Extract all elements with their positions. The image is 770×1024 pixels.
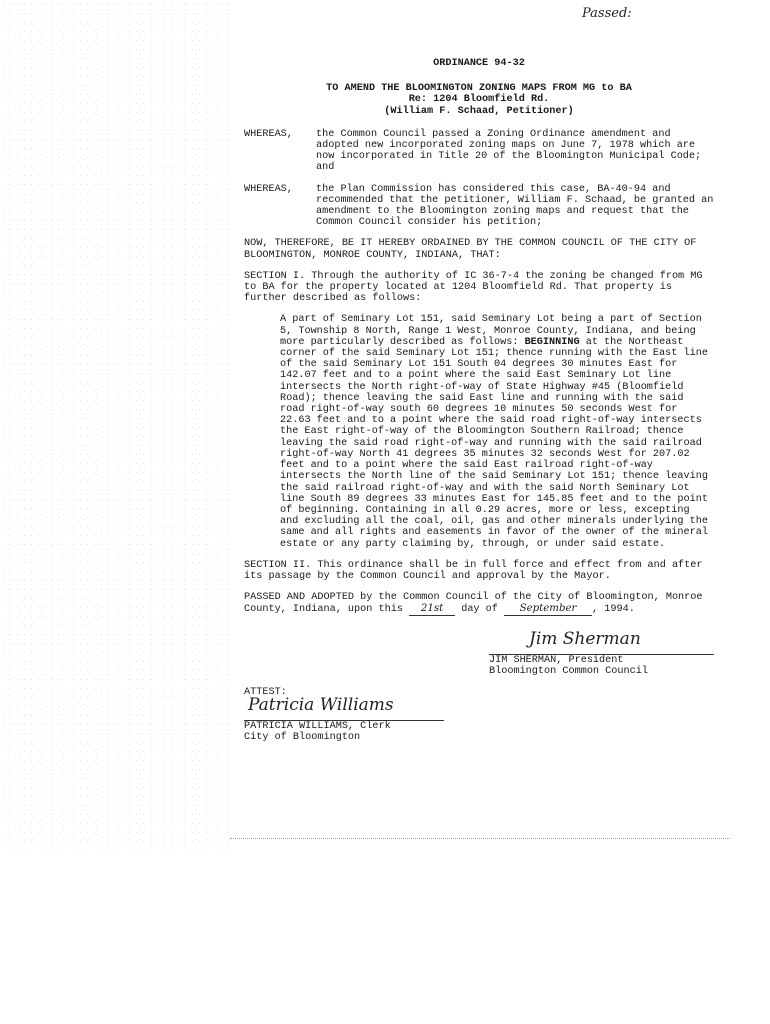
ordinance-heading	[244, 83, 714, 117]
scan-noise-margin	[0, 0, 230, 850]
legal-description	[280, 314, 714, 549]
president-name: JIM SHERMAN, President	[489, 654, 624, 666]
clerk-name: PATRICIA WILLIAMS, Clerk	[244, 721, 391, 733]
passed-year: , 1994.	[592, 604, 635, 616]
whereas-clause-1	[244, 129, 714, 174]
president-org: Bloomington Common Council	[489, 665, 648, 677]
heading-line-3: (William F. Schaad, Petitioner)	[384, 105, 574, 117]
section-2: SECTION II. This ordinance shall be in full force and effect from and after its passage by the Common Council and approval by the Mayor.	[244, 559, 703, 582]
passed-adopted	[244, 592, 714, 615]
passed-prefix: PASSED AND ADOPTED by the Common Council of the City of Bloomington, Monroe County, Indiana, upon this	[244, 592, 703, 616]
passed-month: September	[504, 603, 592, 615]
ordinance-title: ORDINANCE 94-32	[433, 58, 525, 69]
legal-body: at the Northeast corner of the said Seminary Lot 151; thence running with the East line of the said Seminary Lot 151 South 04 degrees 30 minutes East for 142.07 feet and to a point where the said East Seminary Lot line intersects the North right-of-way of State Highway #45 (Bloomfield Road); thence leaving the said East line and running with the said road right-of-way south 60 degrees 10 minutes 50 seconds West for 22.63 feet and to a point where the said road right-of-way intersects the East right-of-way of the Bloomington Southern Railroad; thence leaving the said road right-of-way and running with the said railroad right-of-way North 41 degrees 35 minutes 32 seconds West for 207.02 feet and to a point where the said East railroad right-of-way intersects the North line of the said Seminary Lot 151; thence leaving the said railroad right-of-way and with the said North Seminary Lot line South 89 degrees 33 minutes East for 145.85 feet and to the point of beginning. Containing in all 0.29 acres, more or less, excepting and excluding all the coal, oil, gas and other minerals underlying the same and all rights and easements in favor of the owner of the mineral estate or any party claiming by, through, or under said estate.	[280, 336, 708, 550]
handwritten-passed-note: Passed:	[582, 6, 632, 21]
president-signature-block	[489, 628, 714, 677]
clerk-signature: Patricia Williams	[248, 695, 394, 716]
ordained-clause: NOW, THEREFORE, BE IT HEREBY ORDAINED BY THE COMMON COUNCIL OF THE CITY OF BLOOMINGTON, MONROE COUNTY, INDIANA, THAT:	[244, 238, 697, 261]
president-signature: Jim Sherman	[529, 628, 641, 649]
clerk-signature-block	[244, 695, 714, 744]
scan-artifact-line	[230, 838, 730, 839]
whereas-text: the Plan Commission has considered this case, BA-40-94 and recommended that the petitioner, William F. Schaad, be granted an amendment to the Bloomington zoning maps and request that the Common Council consider his petition;	[316, 183, 714, 229]
whereas-text: the Common Council passed a Zoning Ordinance amendment and adopted new incorporated zoning maps on June 7, 1978 which are now incorporated in Title 20 of the Bloomington Municipal Code; and	[316, 128, 702, 174]
heading-line-2: Re: 1204 Bloomfield Rd.	[408, 94, 550, 106]
heading-line-1: TO AMEND THE BLOOMINGTON ZONING MAPS FROM MG to BA	[326, 83, 632, 95]
legal-intro: A part of Seminary Lot 151, said Seminary Lot being a part of Section 5, Township 8 North, Range 1 West, Monroe County, Indiana, and being more particularly described as follows:	[280, 314, 702, 348]
attest-label: ATTEST:	[244, 686, 287, 698]
clerk-org: City of Bloomington	[244, 732, 361, 744]
passed-day: 21st	[409, 603, 455, 615]
ordinance-document	[244, 58, 714, 744]
whereas-label: WHEREAS,	[244, 128, 293, 140]
section-1: SECTION I. Through the authority of IC 36-7-4 the zoning be changed from MG to BA for the property located at 1204 Bloomfield Rd. That property is further described as follows:	[244, 270, 703, 305]
beginning-word: BEGINNING	[524, 336, 580, 348]
whereas-clause-2	[244, 184, 714, 229]
whereas-label: WHEREAS,	[244, 183, 293, 195]
passed-day-suffix: day of	[461, 604, 498, 616]
